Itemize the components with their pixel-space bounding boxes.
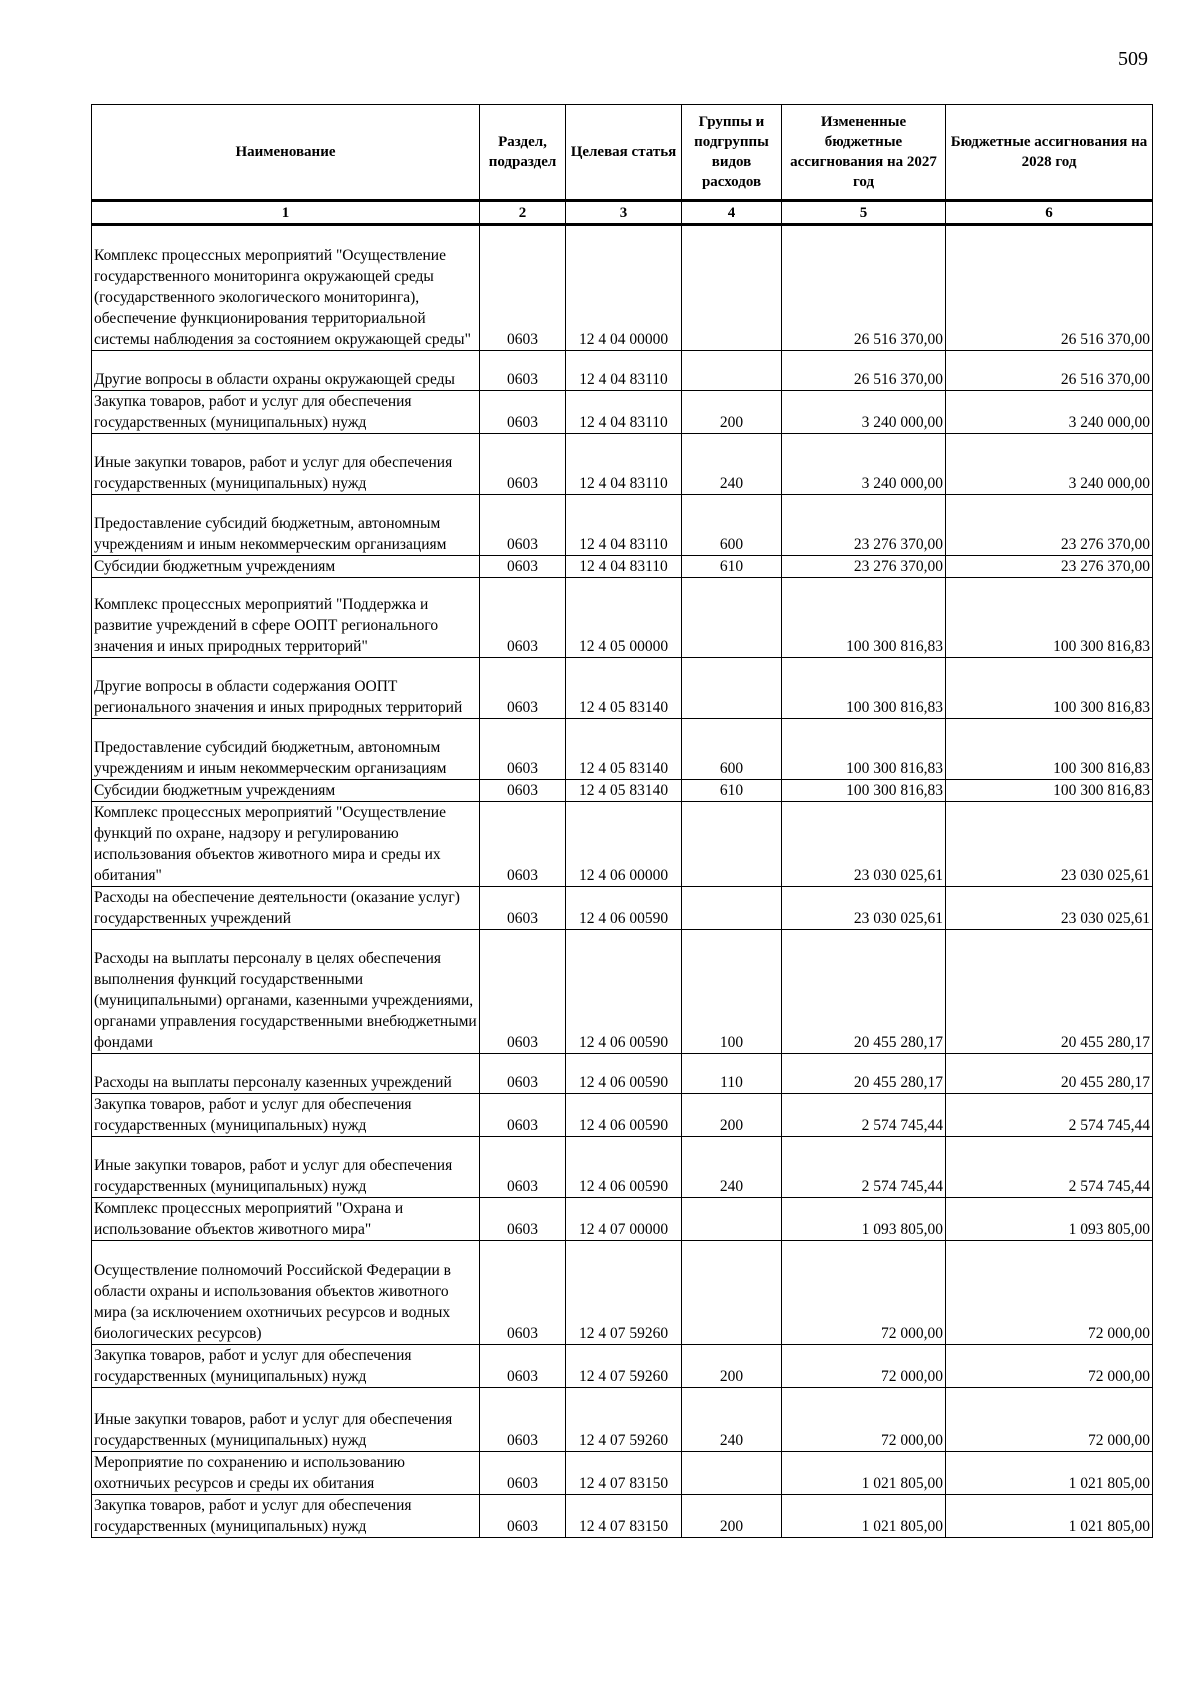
row-article-cell: 12 4 06 00000 [566, 802, 682, 887]
row-article-cell: 12 4 07 00000 [566, 1198, 682, 1241]
row-section-cell: 0603 [480, 1094, 566, 1137]
row-name-cell: Иные закупки товаров, работ и услуг для обеспечения государственных (муниципальных) нужд [92, 1388, 480, 1452]
column-number: 4 [682, 201, 782, 225]
row-2027-cell: 26 516 370,00 [782, 225, 946, 351]
row-name-cell: Мероприятие по сохранению и использованию охотничьих ресурсов и среды их обитания [92, 1452, 480, 1495]
table-row [92, 1495, 1153, 1538]
row-section-cell: 0603 [480, 1388, 566, 1452]
row-2028-cell: 2 574 745,44 [946, 1137, 1153, 1198]
row-2027-cell: 72 000,00 [782, 1345, 946, 1388]
row-article-cell: 12 4 07 59260 [566, 1345, 682, 1388]
row-article-cell: 12 4 07 83150 [566, 1452, 682, 1495]
table-row [92, 1241, 1153, 1345]
row-section-cell: 0603 [480, 495, 566, 556]
row-name-cell: Предоставление субсидий бюджетным, автономным учреждениям и иным некоммерческим организациям [92, 495, 480, 556]
row-2028-cell: 2 574 745,44 [946, 1094, 1153, 1137]
row-group-cell [682, 658, 782, 719]
row-2027-cell: 23 276 370,00 [782, 495, 946, 556]
column-number: 6 [946, 201, 1153, 225]
row-2028-cell: 1 021 805,00 [946, 1495, 1153, 1538]
row-group-cell [682, 225, 782, 351]
row-section-cell: 0603 [480, 391, 566, 434]
row-2028-cell: 3 240 000,00 [946, 434, 1153, 495]
row-article-cell: 12 4 04 83110 [566, 495, 682, 556]
row-group-cell: 610 [682, 556, 782, 578]
row-2027-cell: 2 574 745,44 [782, 1137, 946, 1198]
row-name-cell: Другие вопросы в области содержания ООПТ регионального значения и иных природных территорий [92, 658, 480, 719]
row-2027-cell: 100 300 816,83 [782, 719, 946, 780]
row-2028-cell: 1 093 805,00 [946, 1198, 1153, 1241]
row-article-cell: 12 4 07 83150 [566, 1495, 682, 1538]
row-article-cell: 12 4 06 00590 [566, 887, 682, 930]
row-section-cell: 0603 [480, 578, 566, 658]
table-row [92, 1137, 1153, 1198]
row-name-cell: Комплекс процессных мероприятий "Охрана и использование объектов животного мира" [92, 1198, 480, 1241]
row-2028-cell: 23 030 025,61 [946, 887, 1153, 930]
row-group-cell [682, 887, 782, 930]
header-row [92, 105, 1153, 201]
row-group-cell: 240 [682, 1388, 782, 1452]
row-section-cell: 0603 [480, 1452, 566, 1495]
row-2027-cell: 23 030 025,61 [782, 887, 946, 930]
column-number: 3 [566, 201, 682, 225]
row-name-cell: Иные закупки товаров, работ и услуг для обеспечения государственных (муниципальных) нужд [92, 1137, 480, 1198]
row-name-cell: Иные закупки товаров, работ и услуг для обеспечения государственных (муниципальных) нужд [92, 434, 480, 495]
table-row [92, 780, 1153, 802]
row-2028-cell: 1 021 805,00 [946, 1452, 1153, 1495]
table-row [92, 1054, 1153, 1094]
row-group-cell [682, 802, 782, 887]
table-row [92, 1452, 1153, 1495]
row-2028-cell: 72 000,00 [946, 1388, 1153, 1452]
row-2028-cell: 100 300 816,83 [946, 719, 1153, 780]
row-section-cell: 0603 [480, 658, 566, 719]
header-2028: Бюджетные ассигнования на 2028 год [946, 105, 1153, 201]
table-row [92, 1345, 1153, 1388]
row-name-cell: Комплекс процессных мероприятий "Осуществление функций по охране, надзору и регулированию использования объектов животного мира и среды их обитания" [92, 802, 480, 887]
table-row [92, 930, 1153, 1054]
row-2028-cell: 3 240 000,00 [946, 391, 1153, 434]
row-group-cell: 110 [682, 1054, 782, 1094]
table-row [92, 719, 1153, 780]
row-2027-cell: 20 455 280,17 [782, 930, 946, 1054]
row-2027-cell: 72 000,00 [782, 1388, 946, 1452]
header-2027: Измененные бюджетные ассигнования на 2027 год [782, 105, 946, 201]
row-group-cell: 200 [682, 1345, 782, 1388]
table-row [92, 658, 1153, 719]
row-section-cell: 0603 [480, 225, 566, 351]
row-2028-cell: 20 455 280,17 [946, 1054, 1153, 1094]
row-article-cell: 12 4 04 83110 [566, 391, 682, 434]
table-row [92, 1388, 1153, 1452]
row-2028-cell: 26 516 370,00 [946, 351, 1153, 391]
row-article-cell: 12 4 05 83140 [566, 658, 682, 719]
row-group-cell [682, 1241, 782, 1345]
row-2028-cell: 100 300 816,83 [946, 780, 1153, 802]
table-row [92, 578, 1153, 658]
row-section-cell: 0603 [480, 802, 566, 887]
row-article-cell: 12 4 06 00590 [566, 1094, 682, 1137]
row-section-cell: 0603 [480, 1241, 566, 1345]
row-2028-cell: 23 276 370,00 [946, 495, 1153, 556]
header-article: Целевая статья [566, 105, 682, 201]
row-name-cell: Расходы на обеспечение деятельности (оказание услуг) государственных учреждений [92, 887, 480, 930]
row-group-cell: 610 [682, 780, 782, 802]
row-group-cell: 200 [682, 1094, 782, 1137]
row-name-cell: Субсидии бюджетным учреждениям [92, 780, 480, 802]
row-article-cell: 12 4 05 00000 [566, 578, 682, 658]
row-2027-cell: 3 240 000,00 [782, 391, 946, 434]
table-row [92, 802, 1153, 887]
row-group-cell: 600 [682, 719, 782, 780]
row-name-cell: Комплекс процессных мероприятий "Поддержка и развитие учреждений в сфере ООПТ регионального значения и иных природных территорий" [92, 578, 480, 658]
row-article-cell: 12 4 06 00590 [566, 1054, 682, 1094]
row-name-cell: Расходы на выплаты персоналу в целях обеспечения выполнения функций государственными (муниципальными) органами, казенными учреждениями, органами управления государственными внебюджетными фондами [92, 930, 480, 1054]
row-group-cell [682, 578, 782, 658]
row-name-cell: Предоставление субсидий бюджетным, автономным учреждениям и иным некоммерческим организациям [92, 719, 480, 780]
table-body [92, 225, 1153, 1538]
row-article-cell: 12 4 06 00590 [566, 1137, 682, 1198]
row-name-cell: Закупка товаров, работ и услуг для обеспечения государственных (муниципальных) нужд [92, 1345, 480, 1388]
row-article-cell: 12 4 07 59260 [566, 1241, 682, 1345]
row-section-cell: 0603 [480, 1345, 566, 1388]
row-2027-cell: 2 574 745,44 [782, 1094, 946, 1137]
row-article-cell: 12 4 04 00000 [566, 225, 682, 351]
row-article-cell: 12 4 06 00590 [566, 930, 682, 1054]
row-name-cell: Закупка товаров, работ и услуг для обеспечения государственных (муниципальных) нужд [92, 1495, 480, 1538]
row-2028-cell: 100 300 816,83 [946, 658, 1153, 719]
row-2027-cell: 20 455 280,17 [782, 1054, 946, 1094]
row-name-cell: Закупка товаров, работ и услуг для обеспечения государственных (муниципальных) нужд [92, 1094, 480, 1137]
header-expense-group: Группы и подгруппы видов расходов [682, 105, 782, 201]
row-article-cell: 12 4 07 59260 [566, 1388, 682, 1452]
row-2028-cell: 20 455 280,17 [946, 930, 1153, 1054]
row-section-cell: 0603 [480, 1054, 566, 1094]
row-2028-cell: 72 000,00 [946, 1241, 1153, 1345]
row-2027-cell: 100 300 816,83 [782, 578, 946, 658]
header-section: Раздел, подраздел [480, 105, 566, 201]
row-group-cell [682, 351, 782, 391]
row-2027-cell: 23 276 370,00 [782, 556, 946, 578]
row-group-cell: 240 [682, 1137, 782, 1198]
table-row [92, 351, 1153, 391]
column-number: 1 [92, 201, 480, 225]
row-2027-cell: 1 021 805,00 [782, 1452, 946, 1495]
row-section-cell: 0603 [480, 930, 566, 1054]
row-section-cell: 0603 [480, 351, 566, 391]
row-2027-cell: 3 240 000,00 [782, 434, 946, 495]
header-name: Наименование [92, 105, 480, 201]
row-section-cell: 0603 [480, 1137, 566, 1198]
row-2028-cell: 100 300 816,83 [946, 578, 1153, 658]
row-section-cell: 0603 [480, 556, 566, 578]
row-article-cell: 12 4 04 83110 [566, 434, 682, 495]
row-2028-cell: 26 516 370,00 [946, 225, 1153, 351]
row-2027-cell: 23 030 025,61 [782, 802, 946, 887]
row-section-cell: 0603 [480, 719, 566, 780]
page-number: 509 [1118, 48, 1148, 70]
row-2027-cell: 100 300 816,83 [782, 658, 946, 719]
row-group-cell [682, 1452, 782, 1495]
row-article-cell: 12 4 05 83140 [566, 780, 682, 802]
table-row [92, 391, 1153, 434]
row-2027-cell: 72 000,00 [782, 1241, 946, 1345]
row-2027-cell: 26 516 370,00 [782, 351, 946, 391]
table-row [92, 1094, 1153, 1137]
row-name-cell: Расходы на выплаты персоналу казенных учреждений [92, 1054, 480, 1094]
row-section-cell: 0603 [480, 1495, 566, 1538]
row-group-cell: 200 [682, 1495, 782, 1538]
row-name-cell: Комплекс процессных мероприятий "Осуществление государственного мониторинга окружающей среды (государственного экологического мониторинга), обеспечение функционирования территориальной системы наблюдения за состоянием окружающей среды" [92, 225, 480, 351]
row-group-cell: 240 [682, 434, 782, 495]
row-2028-cell: 72 000,00 [946, 1345, 1153, 1388]
table-row [92, 1198, 1153, 1241]
row-article-cell: 12 4 05 83140 [566, 719, 682, 780]
row-section-cell: 0603 [480, 1198, 566, 1241]
column-number: 5 [782, 201, 946, 225]
row-section-cell: 0603 [480, 887, 566, 930]
row-name-cell: Закупка товаров, работ и услуг для обеспечения государственных (муниципальных) нужд [92, 391, 480, 434]
row-group-cell: 600 [682, 495, 782, 556]
row-section-cell: 0603 [480, 434, 566, 495]
row-group-cell: 200 [682, 391, 782, 434]
row-name-cell: Другие вопросы в области охраны окружающей среды [92, 351, 480, 391]
row-2027-cell: 100 300 816,83 [782, 780, 946, 802]
row-2027-cell: 1 093 805,00 [782, 1198, 946, 1241]
table-row [92, 225, 1153, 351]
column-number: 2 [480, 201, 566, 225]
row-2028-cell: 23 030 025,61 [946, 802, 1153, 887]
row-group-cell [682, 1198, 782, 1241]
table-row [92, 556, 1153, 578]
budget-table [91, 104, 1153, 1538]
row-section-cell: 0603 [480, 780, 566, 802]
row-name-cell: Субсидии бюджетным учреждениям [92, 556, 480, 578]
table-row [92, 887, 1153, 930]
column-number-row [92, 201, 1153, 225]
table-row [92, 434, 1153, 495]
row-group-cell: 100 [682, 930, 782, 1054]
row-name-cell: Осуществление полномочий Российской Федерации в области охраны и использования объектов животного мира (за исключением охотничьих ресурсов и водных биологических ресурсов) [92, 1241, 480, 1345]
row-article-cell: 12 4 04 83110 [566, 556, 682, 578]
row-article-cell: 12 4 04 83110 [566, 351, 682, 391]
table-row [92, 495, 1153, 556]
row-2027-cell: 1 021 805,00 [782, 1495, 946, 1538]
row-2028-cell: 23 276 370,00 [946, 556, 1153, 578]
